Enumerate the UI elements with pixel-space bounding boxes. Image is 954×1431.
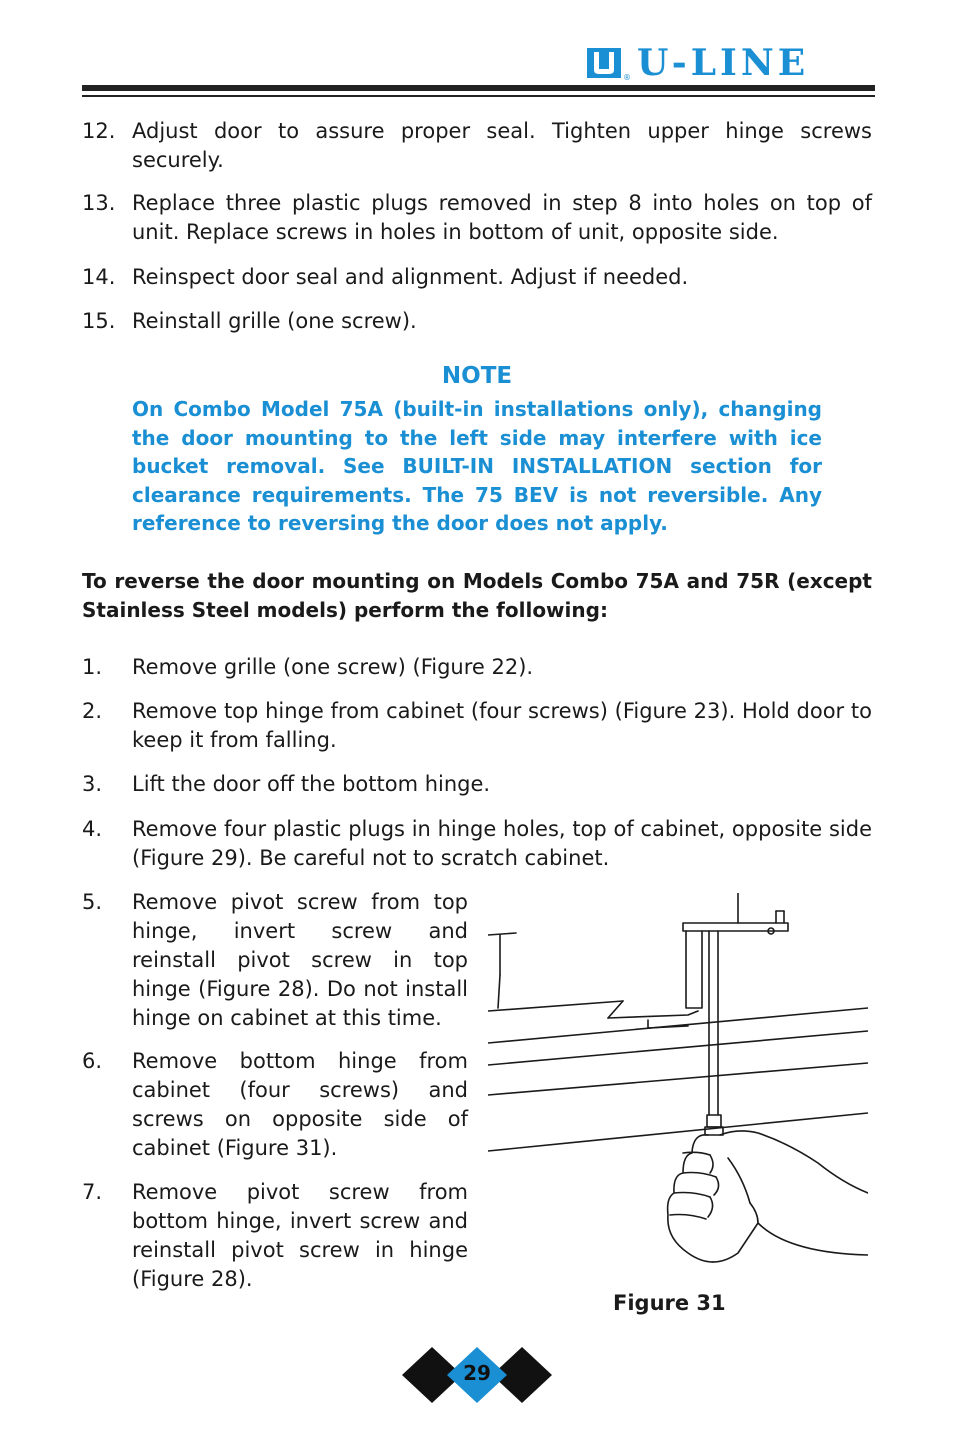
- page-number: 29: [463, 1361, 491, 1385]
- note-body: On Combo Model 75A (built-in installations only), changing the door mounting to the left side may interfere with ice bucket removal. See BUILT-IN INSTALLATION section for clearance requirements. The 75 BEV is not reversible. Any reference to reversing the door does not apply.: [132, 397, 822, 535]
- list-item: [82, 263, 872, 292]
- step-text: Remove four plastic plugs in hinge holes, top of cabinet, opposite side (Figure 29). Be careful not to scratch cabinet.: [132, 817, 872, 870]
- step-number: 3.: [82, 772, 103, 796]
- step-text: Remove pivot screw from bottom hinge, invert screw and reinstall pivot screw in hinge (Figure 28).: [132, 1180, 468, 1291]
- list-item: [82, 1047, 468, 1163]
- step-text: Reinspect door seal and alignment. Adjust if needed.: [132, 265, 689, 289]
- figure-31-illustration: [488, 893, 868, 1293]
- list-item: [82, 653, 872, 682]
- list-item: [82, 1178, 468, 1294]
- step-number: 5.: [82, 890, 103, 914]
- brand-wordmark: U-LINE: [637, 42, 810, 84]
- list-item: [82, 307, 872, 336]
- step-text: Remove top hinge from cabinet (four screws) (Figure 23). Hold door to keep it from falling.: [132, 699, 872, 752]
- list-item: [82, 697, 872, 755]
- step-number: 15.: [82, 309, 116, 333]
- list-item: [82, 770, 872, 799]
- step-number: 4.: [82, 817, 103, 841]
- step-text: Lift the door off the bottom hinge.: [132, 772, 491, 796]
- page-number-badge: [400, 1345, 554, 1405]
- step-number: 1.: [82, 655, 103, 679]
- step-number: 12.: [82, 119, 116, 143]
- list-item: [82, 888, 468, 1033]
- header-rule-thick: [82, 85, 875, 91]
- list-item: [82, 815, 872, 873]
- note-title: NOTE: [441, 363, 513, 389]
- header-rule-thin: [82, 95, 875, 97]
- step-text: Adjust door to assure proper seal. Tighten upper hinge screws securely.: [132, 119, 872, 172]
- step-number: 14.: [82, 265, 116, 289]
- step-text: Remove grille (one screw) (Figure 22).: [132, 655, 534, 679]
- step-number: 7.: [82, 1180, 103, 1204]
- step-text: Remove bottom hinge from cabinet (four screws) and screws on opposite side of cabinet (Figure 31).: [132, 1049, 468, 1160]
- u-line-emblem-icon: [585, 44, 635, 84]
- step-text: Replace three plastic plugs removed in step 8 into holes on top of unit. Replace screws in holes in bottom of unit, opposite side.: [132, 191, 872, 244]
- brand-logo: [585, 44, 880, 84]
- list-item: [82, 189, 872, 247]
- instructions-heading: To reverse the door mounting on Models Combo 75A and 75R (except Stainless Steel models) perform the following:: [82, 569, 872, 622]
- step-number: 13.: [82, 191, 116, 215]
- step-number: 6.: [82, 1049, 103, 1073]
- step-text: Reinstall grille (one screw).: [132, 309, 417, 333]
- step-text: Remove pivot screw from top hinge, invert screw and reinstall pivot screw in top hinge (Figure 28). Do not install hinge on cabinet at this time.: [132, 890, 468, 1030]
- list-item: [82, 117, 872, 175]
- figure-caption: Figure 31: [613, 1291, 726, 1315]
- step-number: 2.: [82, 699, 103, 723]
- svg-text:®: ®: [623, 73, 631, 82]
